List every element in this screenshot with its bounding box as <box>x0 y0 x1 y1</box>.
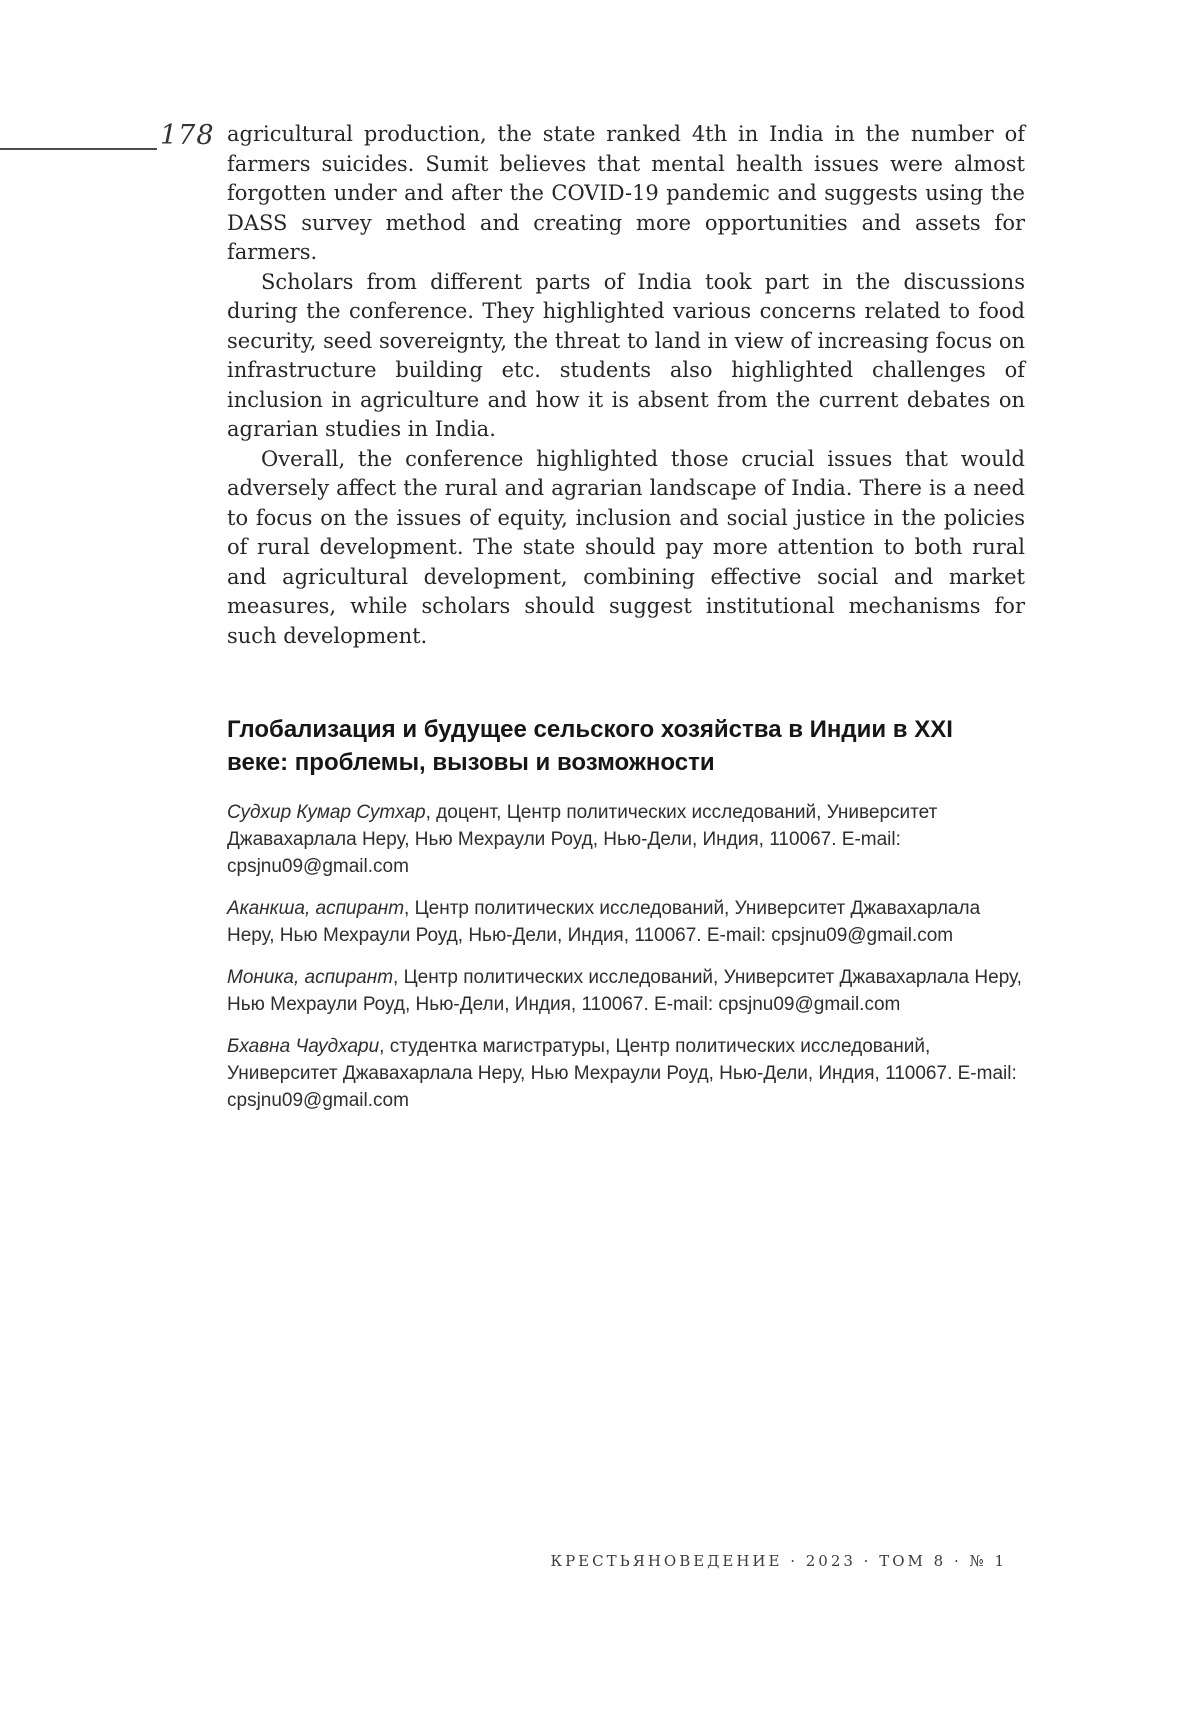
main-column <box>227 120 1025 1114</box>
author-name: Аканкша, аспирант <box>227 898 405 919</box>
author-details: , Центр политических исследований, Университет Джавахарлала Неру, Нью Мехраули Роуд, Нью-Дели, Индия, 110067. E-mail: cpsjnu09@gmail.com <box>227 898 981 946</box>
author-affiliation <box>227 1033 1025 1114</box>
body-paragraph: agricultural production, the state ranked 4th in India in the number of farmers suicides. Sumit believes that mental health issues were almost forgotten under and after the COVID-19 pandemic and suggests using the DASS survey method and creating more opportunities and assets for farmers. <box>227 122 1025 264</box>
author-affiliation <box>227 895 1025 949</box>
english-report-text <box>227 120 1025 651</box>
russian-title-line: веке: проблемы, вызовы и возможности <box>227 749 715 776</box>
margin-rule <box>0 148 157 150</box>
author-affiliation <box>227 964 1025 1018</box>
body-paragraph: Overall, the conference highlighted those crucial issues that would adversely affect the rural and agrarian landscape of India. There is a need to focus on the issues of equity, inclusion and social justice in the policies of rural development. The state should pay more attention to both rural and agricultural development, combining effective social and market measures, while scholars should suggest institutional mechanisms for such development. <box>227 446 1025 648</box>
author-details: , доцент, Центр политических исследований, Университет Джавахарлала Неру, Нью Мехраули Роуд, Нью-Дели, Индия, 110067. E-mail: cpsjnu09@gmail.com <box>227 802 938 877</box>
page-number: 178 <box>160 120 215 151</box>
author-name: Судхир Кумар Сутхар <box>227 802 426 823</box>
russian-title-line: Глобализация и будущее сельского хозяйства в Индии в XXI <box>227 716 953 743</box>
author-details: , студентка магистратуры, Центр политических исследований, Университет Джавахарлала Неру, Нью Мехраули Роуд, Нью-Дели, Индия, 110067. E-mail: cpsjnu09@gmail.com <box>227 1036 1017 1111</box>
russian-title <box>227 713 1025 779</box>
author-name: Бхавна Чаудхари <box>227 1036 380 1057</box>
author-name: Моника, аспирант <box>227 967 394 988</box>
author-affiliation <box>227 799 1025 880</box>
journal-footer: КРЕСТЬЯНОВЕДЕНИЕ · 2023 · ТОМ 8 · № 1 <box>550 1552 1007 1570</box>
author-affiliations <box>227 799 1025 1114</box>
body-paragraph: Scholars from different parts of India took part in the discussions during the conference. They highlighted various concerns related to food security, seed sovereignty, the threat to land in view of increasing focus on infrastructure building etc. students also highlighted challenges of inclusion in agriculture and how it is absent from the current debates on agrarian studies in India. <box>227 269 1025 441</box>
author-details: , Центр политических исследований, Университет Джавахарлала Неру, Нью Мехраули Роуд, Нью-Дели, Индия, 110067. E-mail: cpsjnu09@gmail.com <box>227 967 1022 1015</box>
